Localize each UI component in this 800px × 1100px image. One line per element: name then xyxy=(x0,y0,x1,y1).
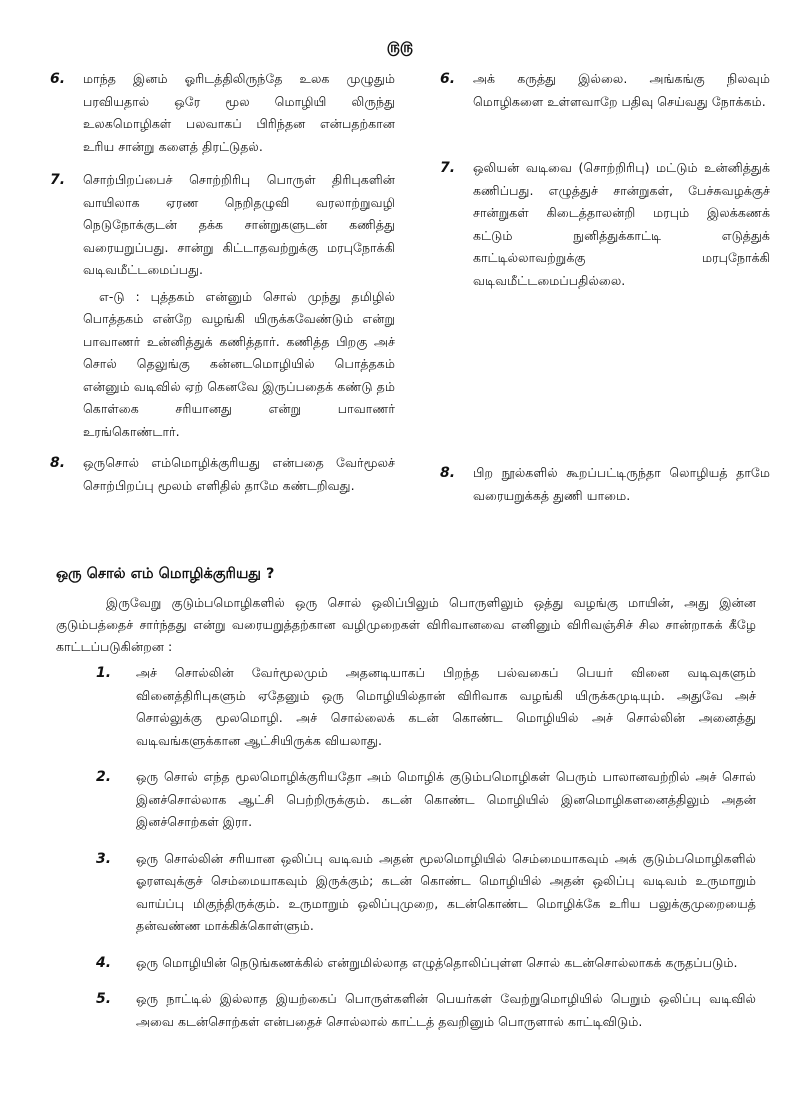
item-text: அக் கருத்து இல்லை. அங்கங்கு நிலவும் மொழிகளை உள்ளவாறே பதிவு செய்வது நோக்கம். xyxy=(473,71,770,109)
item-number: 7. xyxy=(50,172,66,188)
item-number: 8. xyxy=(50,455,66,471)
left-item-7 xyxy=(50,169,395,282)
item-number: 7. xyxy=(440,160,456,176)
left-item-8 xyxy=(50,452,395,497)
right-item-7 xyxy=(440,157,770,292)
item-text: ஒரு மொழியின் நெடுங்கணக்கில் என்றுமில்லாத எழுத்தொலிப்புள்ள சொல் கடன்சொல்லாகக் கருதப்படும். xyxy=(136,954,738,970)
item-text: அச் சொல்லின் வேர்மூலமும் அதனடியாகப் பிறந்த பல்வகைப் பெயர் வினை வடிவுகளும் வினைத்திரிபுகளும் ஏதேனும் ஒரு மொழியில்தான் விரிவாக வழங்கி யிருக்கமுடியும். அதுவே அச் சொல்லுக்கு மூலமொழி. அச் சொல்லைக் கடன் கொண்ட மொழியில் அச் சொல்லின் அனைத்து வடிவங்களுக்கான ஆட்சியிருக்க வியலாது. xyxy=(136,665,756,748)
intro-paragraph: இருவேறு குடும்பமொழிகளில் ஒரு சொல் ஒலிப்பிலும் பொருளிலும் ஒத்து வழங்கு மாயின், அது இன்ன குடும்பத்தைச் சார்ந்தது என்று வரையறுத்தற்கான வழிமுறைகள் விரிவானவை எனினும் விரிவஞ்சிச் சில சான்றாகக் கீழே காட்டப்படுகின்றன : xyxy=(56,595,756,654)
criteria-list xyxy=(96,662,756,1047)
criteria-item xyxy=(96,662,756,752)
criteria-item xyxy=(96,952,756,975)
item-number: 6. xyxy=(50,71,66,87)
item-text: ஒரு சொல்லின் சரியான ஒலிப்பு வடிவம் அதன் மூலமொழியில் செம்மையாகவும் அக் குடும்பமொழிகளில் ஓரளவுக்குச் செம்மையாகவும் இருக்கும்; கடன் கொண்ட மொழியில் அதன் ஒலிப்பு வடிவம் உருமாறும் வாய்ப்பு மிகுந்திருக்கும். உருமாறும் ஒலிப்புமுறை, கடன்கொண்ட மொழிக்கே உரிய பலுக்குமுறையைத் தன்வண்ண மாக்கிக்கொள்ளும். xyxy=(136,850,756,933)
item-number: 2. xyxy=(96,769,112,785)
item-number: 1. xyxy=(96,665,112,681)
left-column xyxy=(50,68,395,507)
item-text: சொற்பிறப்பைச் சொற்றிரிபு பொருள் திரிபுகளின் வாயிலாக ஏரண நெறிதழுவி வரலாற்றுவழி நெடுநோக்குடன் தக்க சான்றுகளுடன் கணித்து வரையறுப்பது. சான்று கிட்டாதவற்றுக்கு மரபுநோக்கி வடிவமீட்டமைப்பது. xyxy=(83,172,395,277)
item-number: 3. xyxy=(96,850,112,867)
item-number: 5. xyxy=(96,991,112,1007)
left-item-6 xyxy=(50,68,395,158)
page-number: ௫௫ xyxy=(386,38,414,56)
item-text: ஒரு நாட்டில் இல்லாத இயற்கைப் பொருள்களின் பெயர்கள் வேற்றுமொழியில் பெறும் ஒலிப்பு வடிவில் அவை கடன்சொற்கள் என்பதைச் சொல்லால் காட்டத் தவறினும் பொருளால் காட்டிவிடும். xyxy=(136,991,756,1029)
criteria-item xyxy=(96,766,756,834)
item-number: 6. xyxy=(440,71,456,87)
item-text: மாந்த இனம் ஓரிடத்திலிருந்தே உலக முழுதும் பரவியதால் ஒரே மூல மொழியி லிருந்து உலகமொழிகள் பலவாகப் பிரிந்தன என்பதற்கான உரிய சான்று களைத் திரட்டுதல். xyxy=(83,71,395,154)
right-column xyxy=(440,68,770,507)
item-text: ஒலியன் வடிவை (சொற்றிரிபு) மட்டும் உன்னித்துக் கணிப்பது. எழுத்துச் சான்றுகள், பேச்சுவழக்குச் சான்றுகள் கிடைத்தாலன்றி மரபும் இலக்கணக் கட்டும் நுனித்துக்காட்டி எடுத்துக் காட்டில்லாவற்றுக்கு மரபுநோக்கி வடிவமீட்டமைப்பதில்லை. xyxy=(473,160,770,288)
item-text: ஒரு சொல் எந்த மூலமொழிக்குரியதோ அம் மொழிக் குடும்பமொழிகள் பெரும் பாலானவற்றில் அச் சொல் இனச்சொல்லாக ஆட்சி பெற்றிருக்கும். கடன் கொண்ட மொழியில் இனமொழிகளனைத்திலும் அதன் இனச்சொற்கள் இரா. xyxy=(136,769,756,829)
right-item-6 xyxy=(440,68,770,113)
item-text: ஒருசொல் எம்மொழிக்குரியது என்பதை வேர்மூலச் சொற்பிறப்பு மூலம் எளிதில் தாமே கண்டறிவது. xyxy=(83,455,395,493)
section-heading: ஒரு சொல் எம் மொழிக்குரியது ? xyxy=(56,566,275,582)
item-number: 4. xyxy=(96,954,112,971)
criteria-item xyxy=(96,988,756,1033)
comparison-columns xyxy=(50,68,770,507)
criteria-item xyxy=(96,848,756,938)
item-number: 8. xyxy=(440,465,456,481)
example-paragraph: எ-டு : புத்தகம் என்னும் சொல் முந்து தமிழில் பொத்தகம் என்றே வழங்கி யிருக்கவேண்டும் என்று பாவாணர் உன்னித்துக் கணித்தார். கணித்த பிறகு அச் சொல் தெலுங்கு கன்னடமொழியில் பொத்தகம் என்னும் வடிவில் ஏற் கெனவே இருப்பதைக் கண்டு தம் கொள்கை சரியானது என்று பாவாணர் உரங்கொண்டார். xyxy=(83,288,395,439)
item-text: பிற நூல்களில் கூறப்பட்டிருந்தா லொழியத் தாமே வரையறுக்கத் துணி யாமை. xyxy=(473,465,770,503)
right-item-8 xyxy=(440,462,770,507)
